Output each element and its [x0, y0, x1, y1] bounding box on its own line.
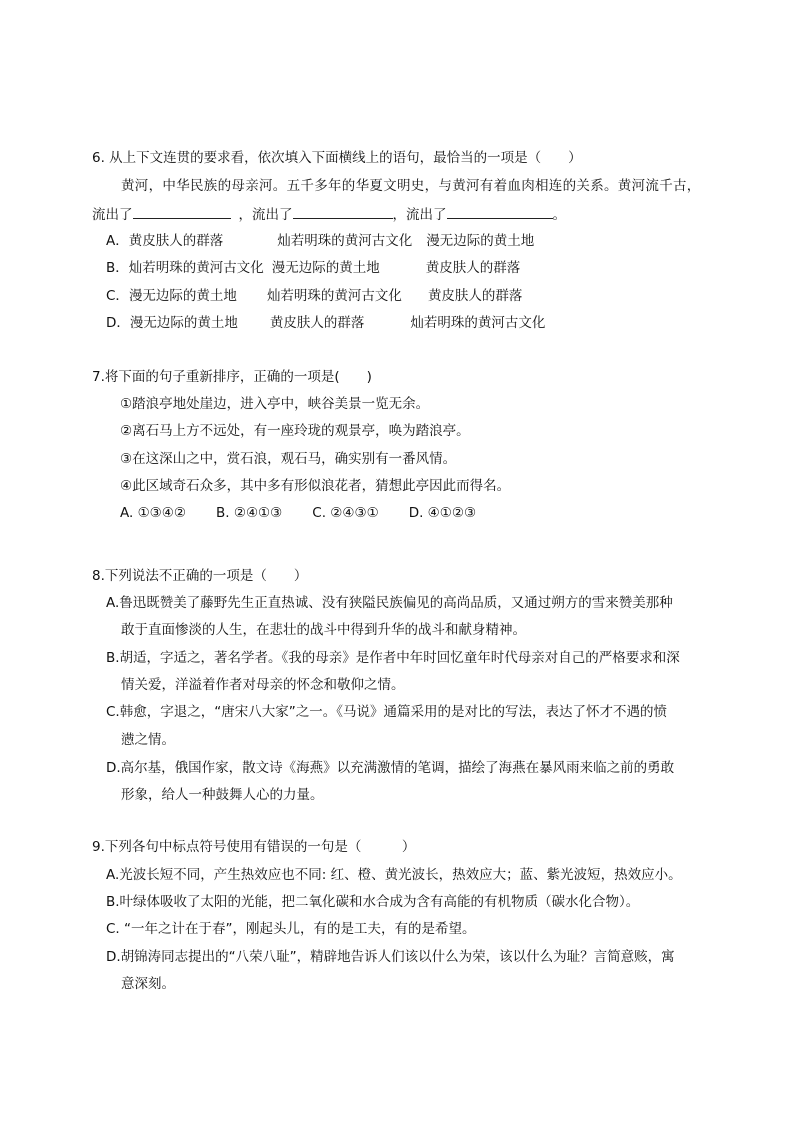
q6-text: ，流出了 — [392, 207, 447, 223]
option-phrase: 灿若明珠的黄河古文化 — [277, 233, 413, 249]
option-phrase: 黄皮肤人的群落 — [269, 315, 365, 331]
q6-option-c — [106, 287, 522, 305]
option-letter: C． — [106, 288, 129, 304]
q6-passage-line2 — [92, 205, 566, 224]
q8-option-d-line1: D.高尔基，俄国作家，散文诗《海燕》以充满激情的笔调，描绘了海燕在暴风雨来临之前的勇敢 — [106, 760, 675, 776]
option-phrase: 漫无边际的黄土地 — [128, 288, 237, 304]
q7-options — [120, 504, 476, 522]
q6-stem: 6. 从上下文连贯的要求看，依次填入下面横线上的语句，最恰当的一项是（ ） — [92, 150, 582, 166]
q7-sentence-2: ②离石马上方不远处，有一座玲珑的观景亭，唤为踏浪亭。 — [120, 423, 470, 439]
q8-option-d-line2: 形象，给人一种鼓舞人心的力量。 — [121, 787, 324, 803]
q7-option-c: C. ②④③① — [312, 505, 379, 521]
q9-option-d-line1: D.胡锦涛同志提出的“八荣八耻”，精辟地告诉人们该以什么为荣，该以什么为耻？言简意赅，寓 — [106, 949, 675, 965]
q8-option-b-line2: 情关爱，洋溢着作者对母亲的怀念和敬仰之情。 — [121, 677, 405, 693]
option-phrase: 灿若明珠的黄河古文化 — [410, 315, 546, 331]
q6-option-b — [106, 259, 520, 277]
q8-option-c-line1: C.韩愈，字退之，“唐宋八大家”之一。《马说》通篇采用的是对比的写法，表达了怀才不遇的愤 — [106, 704, 667, 720]
q6-option-d — [106, 314, 545, 332]
option-phrase: 灿若明珠的黄河古文化 — [266, 288, 402, 304]
q7-option-d: D. ④①②③ — [408, 505, 477, 521]
q9-option-c: C. “一年之计在于春”，刚起头儿，有的是工夫，有的是希望。 — [106, 921, 476, 937]
q9-option-b: B.叶绿体吸收了太阳的光能，把二氧化碳和水合成为含有高能的有机物质（碳水化合物）。 — [106, 894, 640, 910]
q6-text: 流出了 — [92, 207, 133, 223]
option-phrase: 漫无边际的黄土地 — [426, 233, 535, 249]
q6-text: ，流出了 — [238, 207, 293, 223]
fill-blank-1 — [133, 205, 231, 219]
option-phrase: 灿若明珠的黄河古文化 — [128, 260, 264, 276]
q7-sentence-4: ④此区域奇石众多，其中多有形似浪花者，猜想此亭因此而得名。 — [120, 478, 511, 494]
option-phrase: 黄皮肤人的群落 — [128, 233, 224, 249]
q8-option-c-line2: 懑之情。 — [121, 732, 175, 748]
q9-option-d-line2: 意深刻。 — [121, 976, 175, 992]
q9-stem: 9.下列各句中标点符号使用有错误的一句是（ ） — [92, 839, 416, 855]
q7-sentence-3: ③在这深山之中，赏石浪，观石马，确实别有一番风情。 — [120, 451, 457, 467]
option-phrase: 漫无边际的黄土地 — [271, 260, 380, 276]
q8-option-b-line1: B.胡适，字适之，著名学者。《我的母亲》是作者中年时回忆童年时代母亲对自己的严格要求和深 — [106, 650, 680, 666]
option-phrase: 黄皮肤人的群落 — [427, 288, 523, 304]
q8-option-a-line2: 敢于直面惨淡的人生，在悲壮的战斗中得到升华的战斗和献身精神。 — [121, 622, 526, 638]
option-letter: D． — [106, 315, 130, 331]
q8-stem: 8.下列说法不正确的一项是（ ） — [92, 568, 308, 584]
q6-passage-line1: 黄河，中华民族的母亲河。五千多年的华夏文明史，与黄河有着血肉相连的关系。黄河流千古， — [121, 178, 701, 194]
q7-stem: 7.将下面的句子重新排序，正确的一项是( ) — [92, 369, 372, 385]
q7-sentence-1: ①踏浪亭地处崖边，进入亭中，峡谷美景一览无余。 — [120, 396, 430, 412]
q8-option-a-line1: A.鲁迅既赞美了藤野先生正直热诚、没有狭隘民族偏见的高尚品质，又通过朔方的雪来赞美那种 — [106, 595, 673, 611]
option-phrase: 漫无边际的黄土地 — [129, 315, 238, 331]
fill-blank-3 — [447, 205, 553, 219]
q6-option-a — [106, 232, 534, 250]
q6-text: 。 — [552, 207, 566, 223]
fill-blank-2 — [293, 205, 393, 219]
option-letter: A． — [106, 233, 129, 249]
q9-option-a: A.光波长短不同，产生热效应也不同: 红、橙、黄光波长，热效应大；蓝、紫光波短，热效应小。 — [106, 867, 682, 883]
option-phrase: 黄皮肤人的群落 — [425, 260, 521, 276]
q7-option-b: B. ②④①③ — [216, 505, 283, 521]
option-letter: B． — [106, 260, 129, 276]
q7-option-a: A. ①③④② — [120, 505, 186, 521]
